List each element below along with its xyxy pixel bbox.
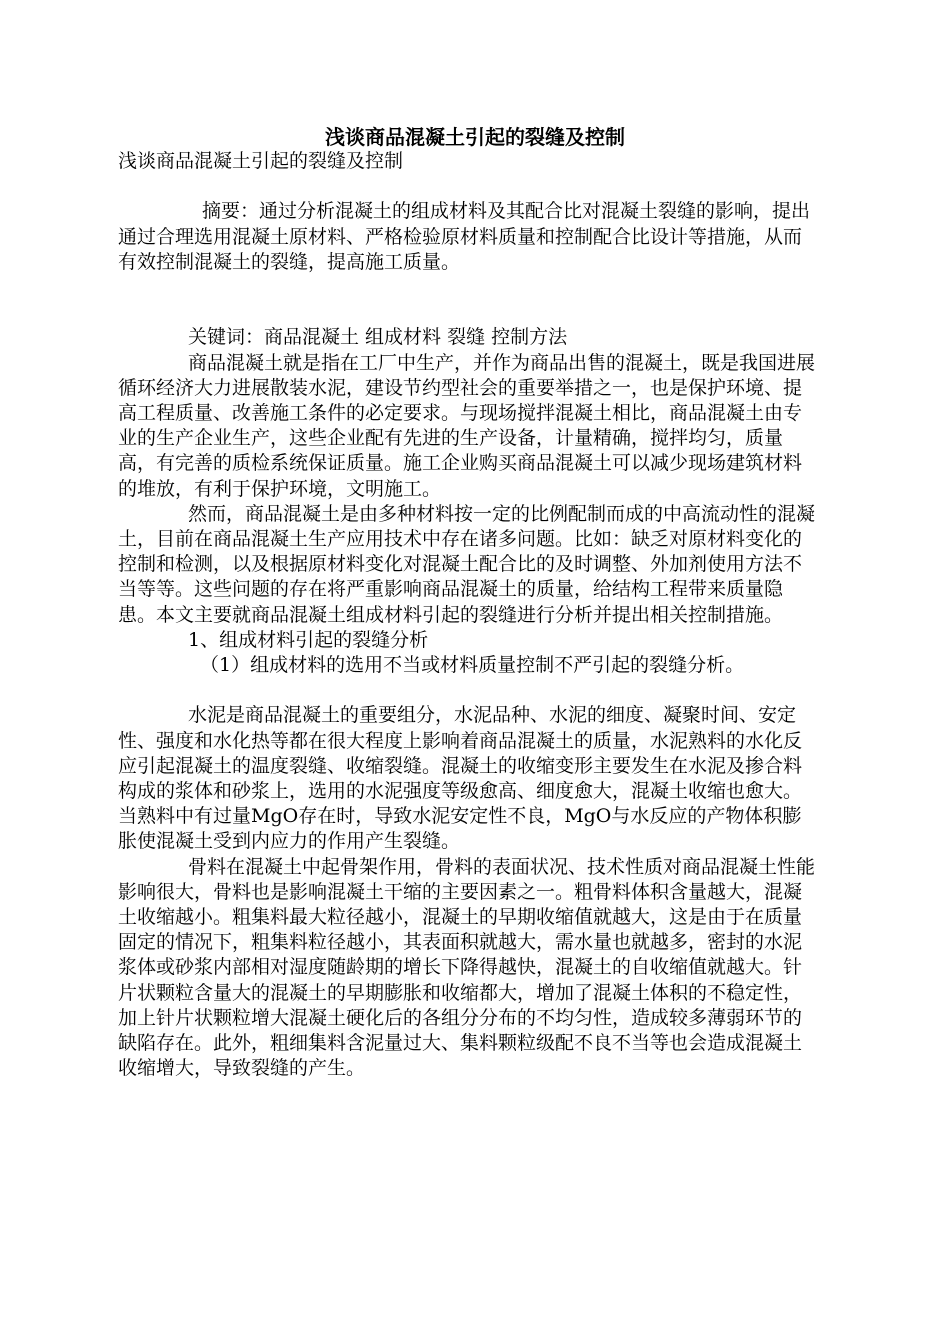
body-paragraph: 骨料在混凝土中起骨架作用，骨料的表面状况、技术性质对商品混凝土性能影响很大，骨料也是影响混凝土干缩的主要因素之一。粗骨料体积含量越大，混凝土收缩越小。粗集料最大粒径越小，混凝土的早期收缩值就越大，这是由于在质量固定的情况下，粗集料粒径越小，其表面积就越大，需水量也就越多，密封的水泥浆体或砂浆内部相对湿度随龄期的增长下降得越快，混凝土的自收缩值就越大。针片状颗粒含量大的混凝土的早期膨胀和收缩都大，增加了混凝土体积的不稳定性，加上针片状颗粒增大混凝土硬化后的各组分分布的不均匀性，造成较多薄弱环节的缺陷存在。此外，粗细集料含泥量过大、集料颗粒级配不良不当等也会造成混凝土收缩增大，导致裂缝的产生。 (118, 855, 816, 1080)
section-heading: 1、组成材料引起的裂缝分析 (188, 628, 429, 651)
document-subtitle: 浅谈商品混凝土引起的裂缝及控制 (118, 150, 404, 172)
spacer (118, 275, 818, 325)
subsection-heading: （1）组成材料的选用不当或材料质量控制不严引起的裂缝分析。 (200, 654, 745, 677)
abstract-paragraph: 摘要：通过分析混凝土的组成材料及其配合比对混凝土裂缝的影响，提出通过合理选用混凝土原材料、严格检验原材料质量和控制配合比设计等措施，从而有效控制混凝土的裂缝，提高施工质量。 (118, 200, 811, 273)
document-title: 浅谈商品混凝土引起的裂缝及控制 (325, 125, 625, 149)
body-paragraph: 然而，商品混凝土是由多种材料按一定的比例配制而成的中高流动性的混凝土，目前在商品混凝土生产应用技术中存在诸多问题。比如：缺乏对原材料变化的控制和检测，以及根据原材料变化对混凝土配合比的及时调整、外加剂使用方法不当等等。这些问题的存在将严重影响商品混凝土的质量，给结构工程带来质量隐患。本文主要就商品混凝土组成材料引起的裂缝进行分析并提出相关控制措施。 (118, 502, 816, 626)
document-body (118, 149, 818, 1081)
body-paragraph: 商品混凝土就是指在工厂中生产，并作为商品出售的混凝土，既是我国进展循环经济大力进展散装水泥，建设节约型社会的重要举措之一，也是保护环境、提高工程质量、改善施工条件的必定要求。与现场搅拌混凝土相比，商品混凝土由专业的生产企业生产，这些企业配有先进的生产设备，计量精确，搅拌均匀，质量高，有完善的质检系统保证质量。施工企业购买商品混凝土可以减少现场建筑材料的堆放，有利于保护环境，文明施工。 (118, 351, 816, 500)
keywords-line: 关键词：商品混凝土 组成材料 裂缝 控制方法 (188, 326, 568, 349)
body-paragraph: 水泥是商品混凝土的重要组分，水泥品种、水泥的细度、凝聚时间、安定性、强度和水化热等都在很大程度上影响着商品混凝土的质量，水泥熟料的水化反应引起混凝土的温度裂缝、收缩裂缝。混凝土的收缩变形主要发生在水泥及掺合料构成的浆体和砂浆上，选用的水泥强度等级愈高、细度愈大，混凝土收缩也愈大。当熟料中有过量MgO存在时，导致水泥安定性不良，MgO与水反应的产物体积膨胀使混凝土受到内应力的作用产生裂缝。 (118, 704, 803, 853)
spacer (118, 174, 818, 199)
spacer (118, 678, 818, 703)
